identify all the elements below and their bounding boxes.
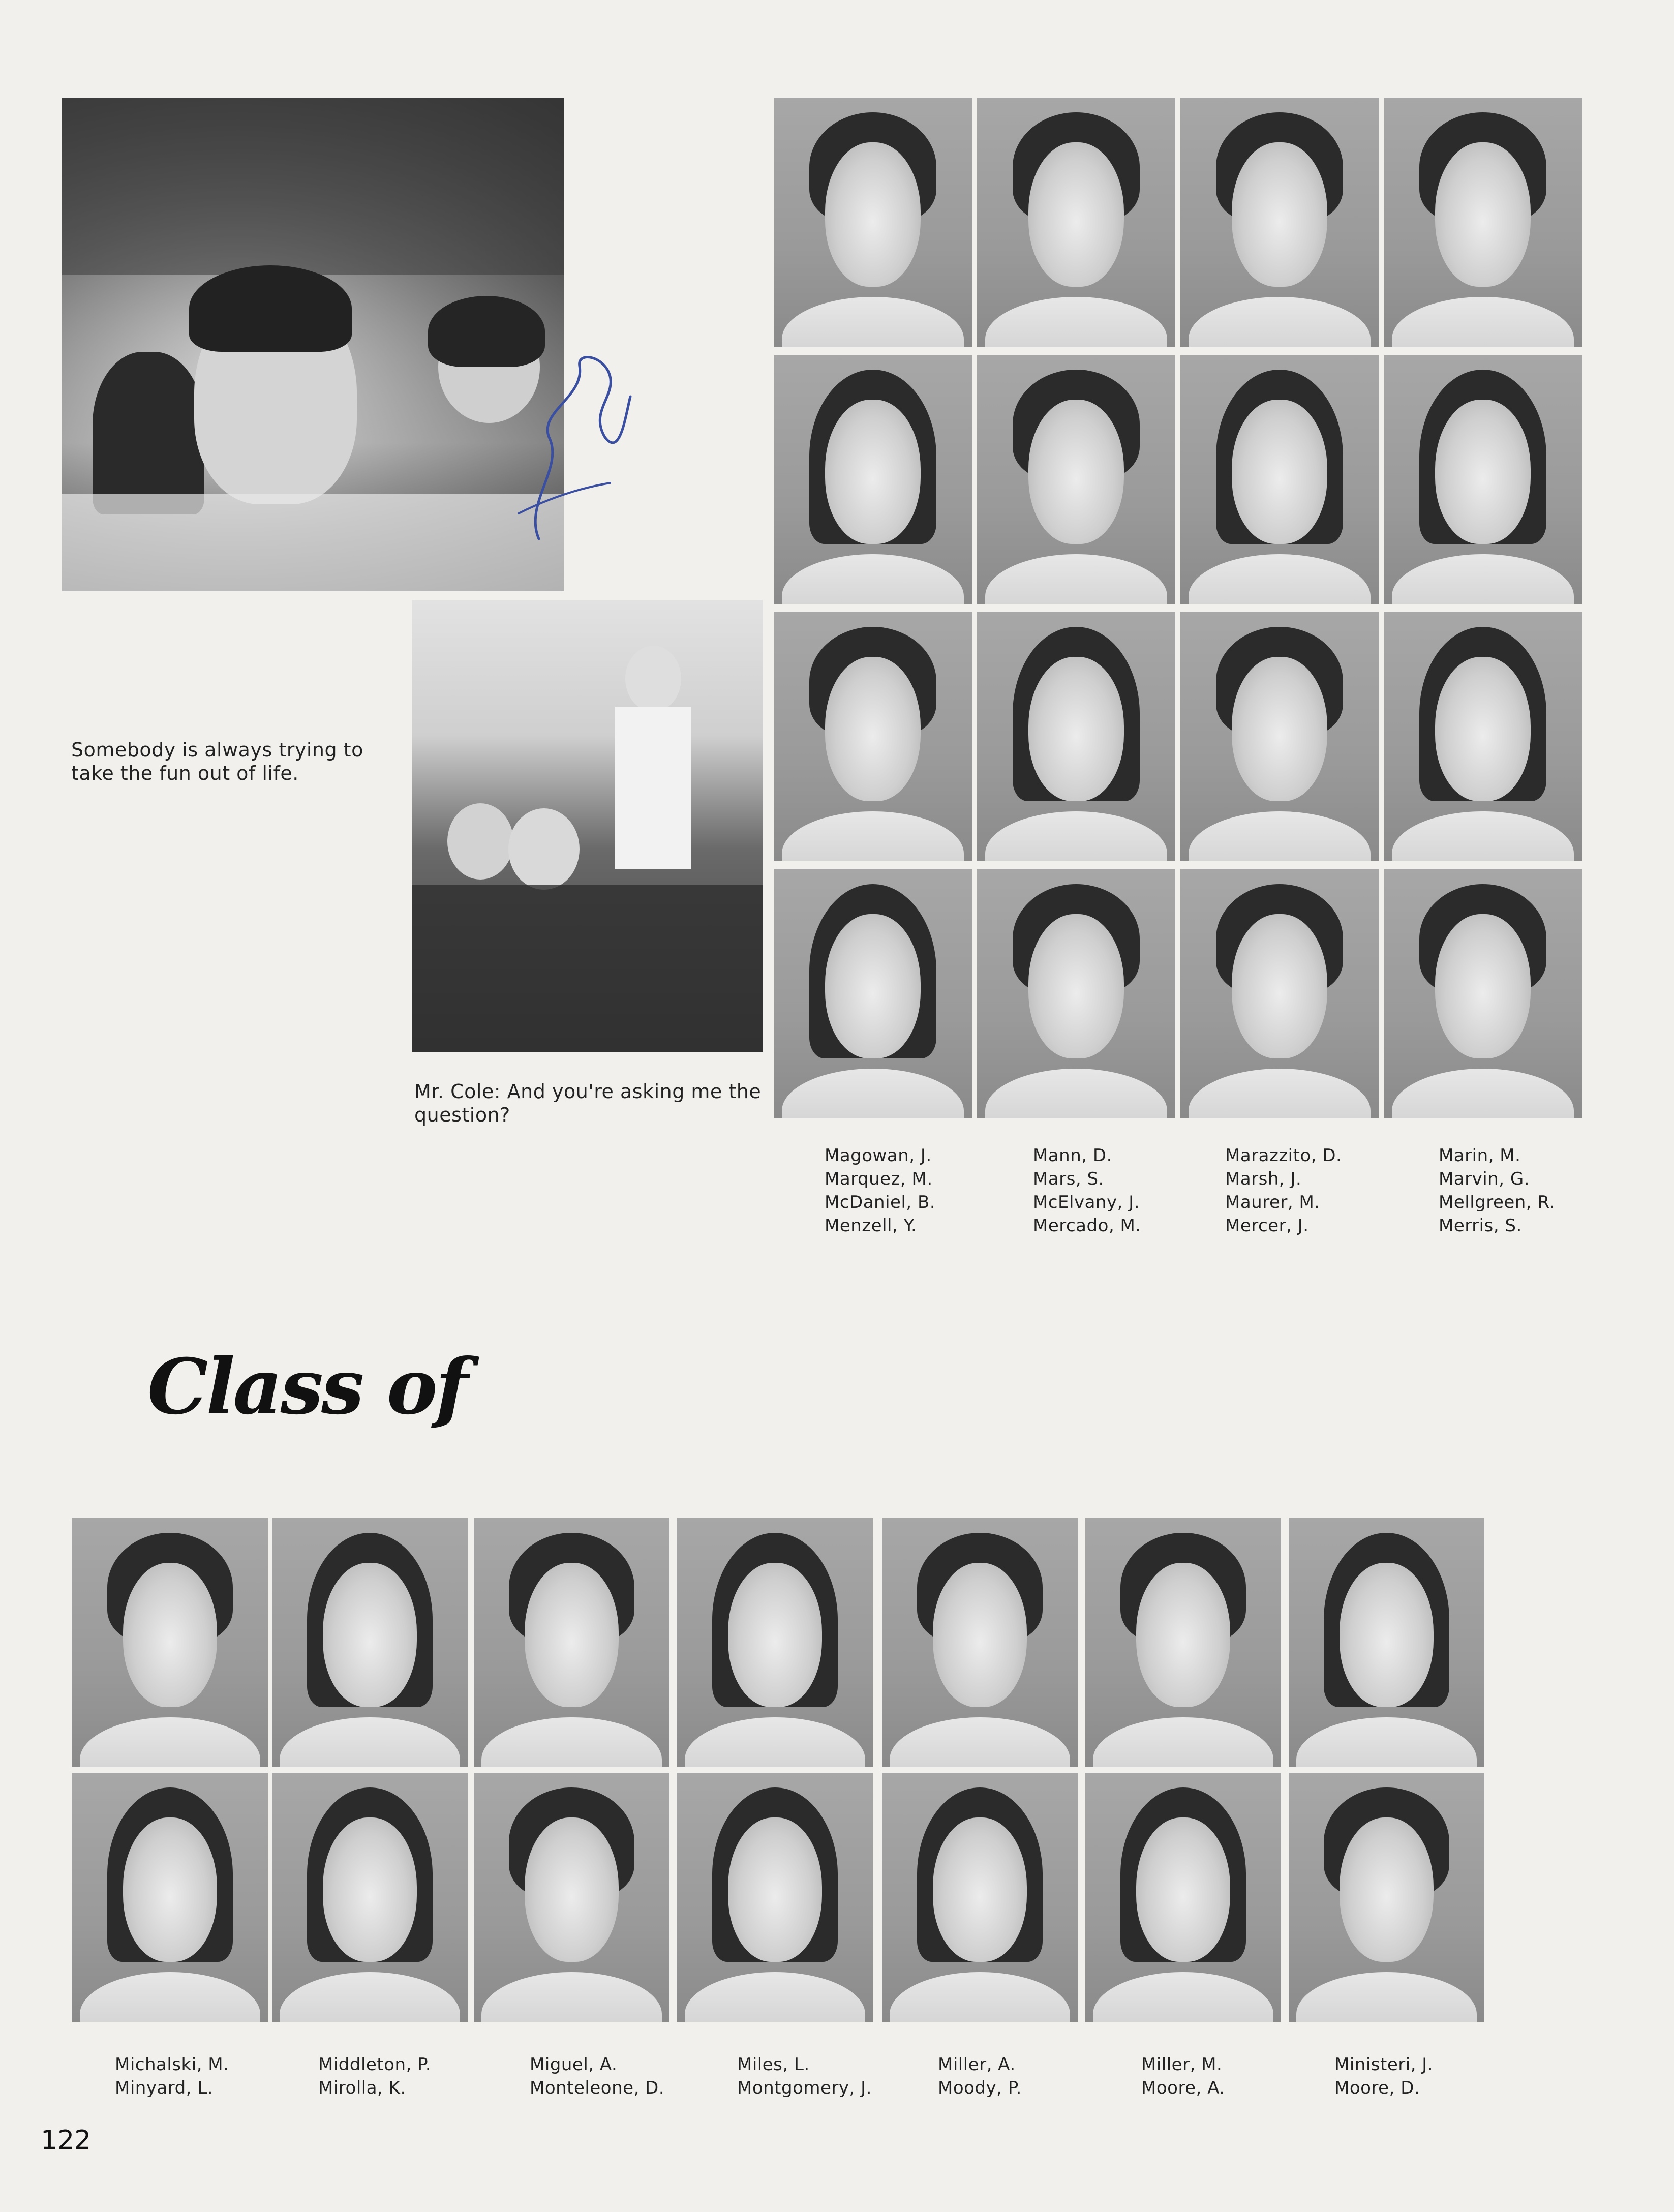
student-portrait: [1180, 869, 1379, 1118]
student-portrait: [72, 1518, 268, 1767]
portrait-head: [1232, 657, 1327, 801]
student-portrait: [474, 1518, 669, 1767]
name-column: [530, 2053, 664, 2100]
student-name: Moore, D.: [1334, 2078, 1420, 2098]
portrait-head: [1136, 1817, 1230, 1962]
student-portrait: [882, 1518, 1078, 1767]
portrait-head: [123, 1563, 217, 1707]
portrait-head: [1435, 142, 1530, 287]
portrait-head: [1232, 914, 1327, 1058]
student-portrait: [774, 612, 972, 861]
portrait-shoulders: [1093, 1717, 1273, 1767]
name-column: [1334, 2053, 1433, 2100]
student-name: Merris, S.: [1439, 1216, 1522, 1236]
photo-caption-top: Somebody is always trying to take the fun out of life.: [71, 739, 363, 784]
student-name: Menzell, Y.: [825, 1216, 917, 1236]
portrait-shoulders: [1189, 811, 1371, 861]
portrait-shoulders: [1296, 1972, 1476, 2022]
student-portrait: [1180, 612, 1379, 861]
portrait-shoulders: [1392, 1069, 1574, 1118]
portrait-head: [728, 1817, 822, 1962]
student-name: Maurer, M.: [1225, 1192, 1320, 1213]
portrait-head: [1028, 657, 1123, 801]
student-name: Michalski, M.: [115, 2054, 229, 2075]
portrait-head: [1435, 400, 1530, 544]
portrait-head: [825, 400, 920, 544]
student-name: Miguel, A.: [530, 2054, 618, 2075]
portrait-head: [1136, 1563, 1230, 1707]
student-portrait: [774, 869, 972, 1118]
student-portrait: [1289, 1518, 1484, 1767]
student-portrait: [1289, 1773, 1484, 2022]
student-portrait: [977, 612, 1175, 861]
name-column: [1225, 1144, 1342, 1237]
student-portrait: [677, 1518, 873, 1767]
student-portrait: [1384, 355, 1582, 604]
student-name: Magowan, J.: [825, 1145, 932, 1166]
student-name: Miller, M.: [1141, 2054, 1223, 2075]
portrait-head: [1028, 400, 1123, 544]
student-portrait: [1384, 869, 1582, 1118]
student-name: Middleton, P.: [318, 2054, 432, 2075]
portrait-shoulders: [280, 1717, 460, 1767]
portrait-shoulders: [280, 1972, 460, 2022]
portrait-shoulders: [782, 811, 964, 861]
student-portrait: [1180, 355, 1379, 604]
portrait-shoulders: [782, 1069, 964, 1118]
handwritten-signature: [503, 336, 635, 549]
student-name: Mirolla, K.: [318, 2078, 406, 2098]
student-name: Marazzito, D.: [1225, 1145, 1342, 1166]
portrait-shoulders: [685, 1717, 865, 1767]
student-name: Mann, D.: [1033, 1145, 1112, 1166]
student-name: Moody, P.: [938, 2078, 1022, 2098]
student-portrait: [1180, 98, 1379, 347]
page-number: 122: [41, 2125, 92, 2156]
student-name: Montgomery, J.: [737, 2078, 872, 2098]
portrait-shoulders: [985, 1069, 1168, 1118]
portrait-shoulders: [985, 297, 1168, 347]
portrait-shoulders: [80, 1972, 260, 2022]
portrait-head: [1232, 400, 1327, 544]
student-portrait: [72, 1773, 268, 2022]
student-portrait: [1384, 612, 1582, 861]
portrait-shoulders: [1189, 1069, 1371, 1118]
student-portrait: [977, 355, 1175, 604]
portrait-shoulders: [1392, 297, 1574, 347]
student-portrait: [1384, 98, 1582, 347]
name-column: [825, 1144, 935, 1237]
student-name: McDaniel, B.: [825, 1192, 936, 1213]
student-portrait: [977, 98, 1175, 347]
student-portrait: [1085, 1773, 1281, 2022]
student-name: Marin, M.: [1439, 1145, 1521, 1166]
portrait-head: [525, 1563, 619, 1707]
student-name: Ministeri, J.: [1334, 2054, 1434, 2075]
student-name: Marquez, M.: [825, 1169, 933, 1189]
name-column: [1141, 2053, 1225, 2100]
student-name: Mars, S.: [1033, 1169, 1104, 1189]
portrait-shoulders: [782, 554, 964, 604]
student-name: Miller, A.: [938, 2054, 1016, 2075]
portrait-head: [1028, 914, 1123, 1058]
portrait-head: [933, 1817, 1027, 1962]
student-name: Mercer, J.: [1225, 1216, 1309, 1236]
candid-photo-classroom: [412, 600, 763, 1052]
portrait-shoulders: [80, 1717, 260, 1767]
student-name: McElvany, J.: [1033, 1192, 1140, 1213]
student-portrait: [272, 1518, 468, 1767]
name-column: [1439, 1144, 1555, 1237]
student-name: Marvin, G.: [1439, 1169, 1530, 1189]
student-portrait: [774, 98, 972, 347]
class-of-title: Class of: [147, 1342, 467, 1432]
portrait-shoulders: [1189, 554, 1371, 604]
portrait-head: [323, 1563, 417, 1707]
name-column: [737, 2053, 872, 2100]
name-column: [115, 2053, 229, 2100]
student-name: Minyard, L.: [115, 2078, 214, 2098]
student-name: Monteleone, D.: [530, 2078, 665, 2098]
portrait-head: [728, 1563, 822, 1707]
portrait-head: [825, 657, 920, 801]
portrait-shoulders: [1093, 1972, 1273, 2022]
portrait-shoulders: [890, 1717, 1070, 1767]
portrait-shoulders: [481, 1717, 661, 1767]
portrait-head: [323, 1817, 417, 1962]
portrait-head: [825, 142, 920, 287]
portrait-shoulders: [1189, 297, 1371, 347]
name-column: [318, 2053, 431, 2100]
photo-caption-middle: Mr. Cole: And you're asking me the question?: [414, 1080, 762, 1126]
student-portrait: [977, 869, 1175, 1118]
portrait-shoulders: [782, 297, 964, 347]
portrait-head: [1435, 914, 1530, 1058]
portrait-head: [933, 1563, 1027, 1707]
portrait-shoulders: [685, 1972, 865, 2022]
name-column: [1033, 1144, 1141, 1237]
portrait-shoulders: [985, 554, 1168, 604]
student-portrait: [774, 355, 972, 604]
student-name: Miles, L.: [737, 2054, 810, 2075]
student-name: Mercado, M.: [1033, 1216, 1141, 1236]
portrait-head: [1435, 657, 1530, 801]
student-portrait: [882, 1773, 1078, 2022]
portrait-shoulders: [1296, 1717, 1476, 1767]
portrait-head: [825, 914, 920, 1058]
name-column: [938, 2053, 1022, 2100]
portrait-head: [1340, 1563, 1434, 1707]
candid-photo-students: [62, 98, 564, 591]
student-portrait: [1085, 1518, 1281, 1767]
portrait-shoulders: [890, 1972, 1070, 2022]
student-name: Marsh, J.: [1225, 1169, 1302, 1189]
portrait-shoulders: [1392, 554, 1574, 604]
portrait-shoulders: [481, 1972, 661, 2022]
portrait-head: [1232, 142, 1327, 287]
student-portrait: [474, 1773, 669, 2022]
student-portrait: [272, 1773, 468, 2022]
student-portrait: [677, 1773, 873, 2022]
portrait-head: [525, 1817, 619, 1962]
portrait-head: [123, 1817, 217, 1962]
portrait-head: [1340, 1817, 1434, 1962]
portrait-shoulders: [1392, 811, 1574, 861]
student-name: Mellgreen, R.: [1439, 1192, 1555, 1213]
portrait-shoulders: [985, 811, 1168, 861]
portrait-head: [1028, 142, 1123, 287]
student-name: Moore, A.: [1141, 2078, 1225, 2098]
